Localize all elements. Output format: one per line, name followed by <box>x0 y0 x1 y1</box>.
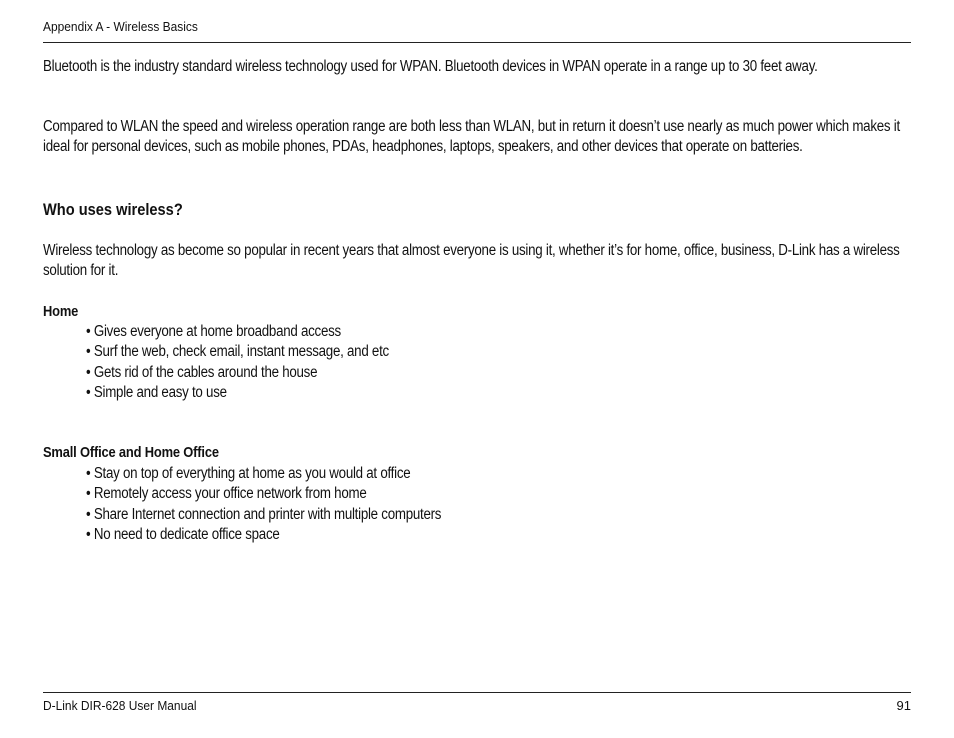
page-header <box>43 18 911 43</box>
list-item <box>86 484 441 504</box>
list-item-text: Stay on top of everything at home as you would at office <box>93 465 411 482</box>
footer-manual-title: D-Link DIR-628 User Manual <box>43 698 197 713</box>
list-item <box>86 525 441 545</box>
list-item-text: Simple and easy to use <box>93 383 227 401</box>
bullet-icon: • <box>86 363 91 381</box>
bullet-icon: • <box>86 383 91 401</box>
list-item-text: Gives everyone at home broadband access <box>93 323 341 340</box>
paragraph-power: Compared to WLAN the speed and wireless operation range are both less than WLAN, but in return it doesn’t use nearly as much power which makes it ideal for personal devices, such as mobile phones, PDAs, headphones, laptops, speakers, and other devices that operate on batteries. <box>43 118 900 155</box>
header-section-title: Appendix A - Wireless Basics <box>43 19 198 34</box>
subheading-office: Small Office and Home Office <box>43 444 219 461</box>
office-list <box>86 464 499 545</box>
home-list <box>86 322 438 403</box>
section-heading: Who uses wireless? <box>43 200 183 219</box>
bullet-icon: • <box>86 505 91 523</box>
bullet-icon: • <box>86 343 91 361</box>
paragraph-popularity: Wireless technology as become so popular in recent years that almost everyone is using it, whether it’s for home, office, business, D-Link has a wireless solution for it. <box>43 242 900 279</box>
page-footer <box>43 692 911 717</box>
list-item-text: Gets rid of the cables around the house <box>93 363 318 381</box>
list-item <box>86 464 441 484</box>
list-item-text: No need to dedicate office space <box>93 525 280 543</box>
list-item <box>86 383 389 403</box>
list-item <box>86 342 389 362</box>
list-item <box>86 322 389 342</box>
bullet-icon: • <box>86 465 91 482</box>
list-item <box>86 505 441 525</box>
bullet-icon: • <box>86 525 91 543</box>
manual-page <box>43 0 911 738</box>
paragraph-bluetooth: Bluetooth is the industry standard wireless technology used for WPAN. Bluetooth devices in WPAN operate in a range up to 30 feet away. <box>43 58 818 75</box>
bullet-icon: • <box>86 485 91 503</box>
bullet-icon: • <box>86 323 91 340</box>
list-item <box>86 363 389 383</box>
subheading-home: Home <box>43 303 79 320</box>
list-item-text: Remotely access your office network from home <box>93 485 367 503</box>
list-item-text: Surf the web, check email, instant message, and etc <box>93 343 389 361</box>
list-item-text: Share Internet connection and printer with multiple computers <box>93 505 442 523</box>
page-number: 91 <box>896 698 911 713</box>
